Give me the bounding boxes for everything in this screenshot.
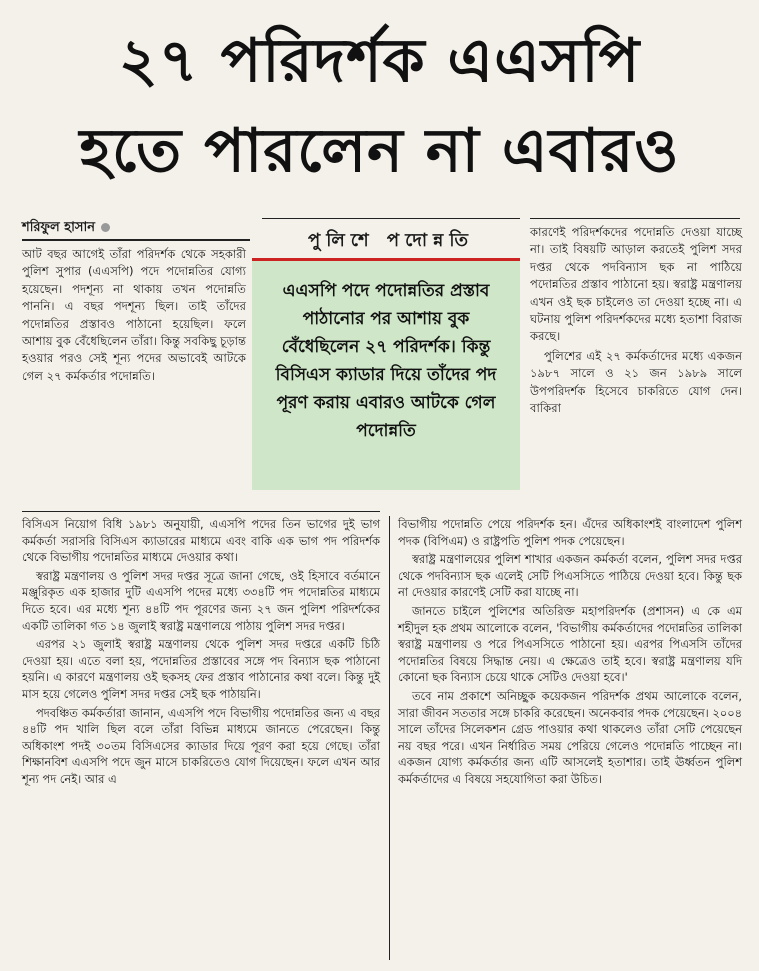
kicker: পুলিশে পদোন্নতি [308,230,474,251]
column-left-bottom [22,516,380,790]
divider [22,511,380,512]
paragraph: স্বরাষ্ট্র মন্ত্রণালয় ও পুলিশ সদর দপ্তর সূত্রে জানা গেছে, ওই হিসাবে বর্তমানে মঞ্জুরিকৃত এক হাজার দুটি এএসপি পদের মধ্যে ৩৩৪টি পদ পদোন্নতির মাধ্যমে দিতে হবে। এর মধ্যে শূন্য ৪৪টি পদ পূরণের জন্য ২৭ জন পুলিশ পরিদর্শকের একটি তালিকা গত ১৪ জুলাই স্বরাষ্ট্র মন্ত্রণালয়ে পাঠায় পুলিশ সদর দপ্তর। [22,568,380,633]
divider [262,218,520,219]
paragraph: তবে নাম প্রকাশে অনিচ্ছুক কয়েকজন পরিদর্শক প্রথম আলোকে বলেন, সারা জীবন সততার সঙ্গে চাকরি করেছেন। অনেকবার পদক পেয়েছেন। ২০০৪ সালে তাঁদের সিলেকশন গ্রেড পাওয়ার কথা থাকলেও তাঁরা সেটি পেয়েছেন নয় বছর পরে। এখন নির্ধারিত সময় পেরিয়ে গেলেও পদোন্নতি পাচ্ছেন না। একজন যোগ্য কর্মকর্তার জন্য এটি আসলেই হতাশার। তাই ঊর্ধ্বতন পুলিশ কর্মকর্তাদের এ বিষয়ে সহযোগিতা করা উচিত। [398,688,742,786]
column-divider [389,516,390,960]
headline-line-1: ২৭ পরিদর্শক এএসপি [118,26,641,96]
paragraph: আট বছর আগেই তাঁরা পরিদর্শক থেকে সহকারী পুলিশ সুপার (এএসপি) পদে পদোন্নতির যোগ্য হয়েছেন। পদশূন্য না থাকায় তখন পদোন্নতি পাননি। এ বছর পদশূন্য ছিল। তাই তাঁদের পদোন্নতির প্রস্তাবও পাঠানো হয়েছিল। ফলে আশায় বুক বেঁধেছিলেন তাঁরা। কিন্তু সবকিছু চূড়ান্ত হওয়ার পরও সেই শূন্য পদের অভাবেই আটকে গেল ২৭ কর্মকর্তার পদোন্নতি। [22,247,246,383]
column-right-bottom [398,516,742,790]
pull-quote: এএসপি পদে পদোন্নতির প্রস্তাব পাঠানোর পর আশায় বুক বেঁধেছিলেন ২৭ পরিদর্শক। কিন্তু বিসিএস ক্যাডার দিয়ে তাঁদের পদ পূরণ করায় এবারও আটকে গেল পদোন্নতি [252,258,520,490]
bullet-icon [101,223,110,232]
paragraph: জানতে চাইলে পুলিশের অতিরিক্ত মহাপরিদর্শক (প্রশাসন) এ কে এম শহীদুল হক প্রথম আলোকে বলেন, 'বিভাগীয় কর্মকর্তাদের পদোন্নতির তালিকা স্বরাষ্ট্র মন্ত্রণালয় ও পরে পিএসসিতে পাঠানো হয়। এরপর পিএসসি তাঁদের পদোন্নতির বিষয়ে সিদ্ধান্ত নেয়। এ ক্ষেত্রেও তাই হবে। স্বরাষ্ট্র মন্ত্রণালয় যদি কোনো ছক বিন্যাস চেয়ে থাকে সেটিও দেওয়া হবে।' [398,603,742,685]
paragraph: বিসিএস নিয়োগ বিধি ১৯৮১ অনুযায়ী, এএসপি পদের তিন ভাগের দুই ভাগ কর্মকর্তা সরাসরি বিসিএস ক্যাডারের মাধ্যমে এবং বাকি এক ভাগ পদ পরিদর্শক থেকে বিভাগীয় পদোন্নতির মাধ্যমে দেওয়ার কথা। [22,517,380,565]
divider [22,239,250,241]
divider [530,218,740,219]
byline [22,218,252,239]
author-name: শরিফুল হাসান [22,220,95,235]
paragraph: বিভাগীয় পদোন্নতি পেয়ে পরিদর্শক হন। এঁদের অধিকাংশই বাংলাদেশ পুলিশ পদক (বিপিএম) ও রাষ্ট্রপতি পুলিশ পদক পেয়েছেন। [398,517,742,548]
paragraph: পদবঞ্চিত কর্মকর্তারা জানান, এএসপি পদে বিভাগীয় পদোন্নতির জন্য এ বছর ৪৪টি পদ খালি ছিল বলে তাঁরা বিভিন্ন মাধ্যমে জানতে পেরেছেন। কিন্তু অধিকাংশ পদই ৩০তম বিসিএসের ক্যাডার দিয়ে পূরণ করা হয়ে গেছে। তাঁরা শিক্ষানবিশ এএসপি পদে জুন মাসে চাকরিতেও যোগ দিয়েছেন। ফলে এখন আর শূন্য পদ নেই। আর এ [22,705,380,786]
paragraph: কারণেই পরিদর্শকদের পদোন্নতি দেওয়া যাচ্ছে না। তাই বিষয়টি আড়াল করতেই পুলিশ সদর দপ্তর থেকে পদবিন্যাস ছক না পাঠিয়ে পদোন্নতির প্রস্তাব পাঠানো হয়। স্বরাষ্ট্র মন্ত্রণালয় এখন ওই ছক চাইলেও তা দেওয়া হচ্ছে না। এ ঘটনায় পুলিশ পরিদর্শকদের মধ্যে হতাশা বিরাজ করছে। [530,225,742,344]
column-1-top [22,246,246,387]
paragraph: এরপর ২১ জুলাই স্বরাষ্ট্র মন্ত্রণালয় থেকে পুলিশ সদর দপ্তরে একটি চিঠি দেওয়া হয়। এতে বলা হয়, পদোন্নতির প্রস্তাবের সঙ্গে পদ বিন্যাস ছক পাঠানো হয়নি। এ কারণে মন্ত্রণালয় ওই ছকসহ ফের প্রস্তাব পাঠানোর কথা বলে। কিন্তু দুই মাস হয়ে গেলেও পুলিশ সদর দপ্তর সেই ছক পাঠায়নি। [22,637,380,701]
headline-line-2: হতে পারলেন না এবারও [79,116,680,186]
paragraph: পুলিশের এই ২৭ কর্মকর্তাদের মধ্যে একজন ১৯৮৭ সালে ও ২১ জন ১৯৮৯ সালে উপপরিদর্শক হিসেবে চাকরিতে যোগ দেন। বাকিরা [530,348,742,416]
column-3-top [530,224,742,419]
paragraph: স্বরাষ্ট্র মন্ত্রণালয়ের পুলিশ শাখার একজন কর্মকর্তা বলেন, পুলিশ সদর দপ্তর থেকে পদবিন্যাস ছক এলেই সেটি পিএসসিতে পাঠিয়ে দেওয়া হবে। কিন্তু ছক না দেওয়ার কারণেই সেটি করা যাচ্ছে না। [398,552,742,600]
